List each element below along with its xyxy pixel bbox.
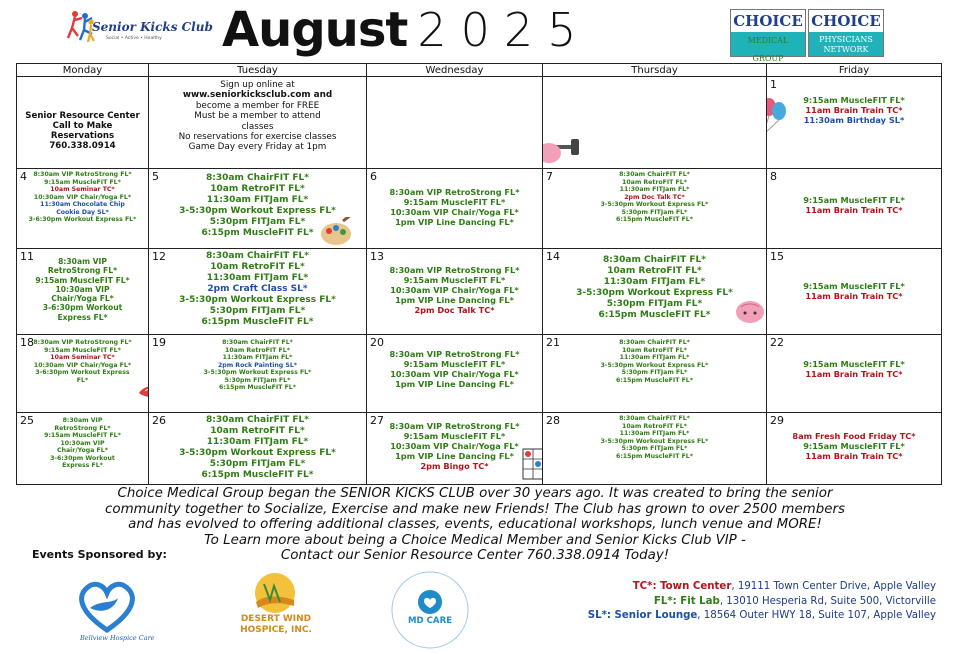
event-list: [17, 339, 148, 384]
location-key: TC*: Town Center: [632, 581, 732, 592]
event-item: 5:30pm FITJam FL*: [621, 208, 688, 216]
event-list: [767, 431, 941, 461]
event-item: 3-6:30pm Workout Express: [35, 369, 130, 377]
day-cell[interactable]: [767, 335, 941, 412]
info-line: become a member for FREE: [195, 100, 320, 111]
event-item: 5:30pm FITJam FL*: [606, 298, 703, 309]
event-item: 8:30am VIP: [58, 257, 107, 266]
day-number: 13: [370, 250, 384, 263]
event-item: 9:15am MuscleFIT FL*: [44, 346, 121, 354]
md-care-seal-icon: [390, 570, 470, 650]
event-item: RetroStrong FL*: [54, 424, 111, 432]
event-item: 2pm Doc Talk TC*: [414, 305, 495, 315]
event-item: 8:30am ChairFIT FL*: [619, 171, 690, 178]
desert-wind-hospice-logo: [228, 572, 324, 644]
event-item: Cookie Day SL*: [56, 208, 109, 216]
choice-1-top: CHOICE: [733, 12, 803, 30]
event-item: 8:30am VIP RetroStrong FL*: [33, 339, 132, 346]
event-item: 8:30am ChairFIT FL*: [603, 255, 706, 265]
day-cell[interactable]: [367, 413, 543, 484]
day-number: 29: [770, 414, 784, 427]
event-item: 11am Brain Train TC*: [805, 369, 903, 379]
choice-1-bottom: MEDICAL GROUP: [731, 32, 805, 56]
location-address: , 19111 Town Center Drive, Apple Valley: [731, 581, 936, 592]
blurb-line: and has evolved to offering additional classes, events, educational workshops, lunch venue and MORE!: [128, 517, 822, 532]
event-item: 10:30am VIP Chair/Yoga FL*: [33, 193, 132, 201]
day-number: 11: [20, 250, 34, 263]
event-item: 11:30am FITJam FL*: [222, 354, 293, 362]
day-number: 21: [546, 336, 560, 349]
event-item: 10:30am VIP: [60, 439, 105, 447]
event-item: 11am Brain Train TC*: [805, 105, 903, 115]
event-item: 9:15am MuscleFIT FL*: [403, 197, 506, 207]
month-label: August: [222, 2, 408, 58]
event-item: 10am RetroFIT FL*: [210, 425, 305, 436]
event-list: [149, 251, 366, 328]
event-item: 3-6:30pm Workout Express FL*: [28, 216, 137, 224]
happy-brain-icon: [733, 295, 767, 329]
day-cell[interactable]: [149, 249, 367, 334]
day-cell[interactable]: [149, 413, 367, 484]
day-number: 4: [20, 170, 27, 183]
event-list: [367, 349, 542, 389]
event-item: 6:15pm MuscleFIT FL*: [201, 469, 314, 480]
event-item: 9:15am MuscleFIT FL*: [803, 95, 905, 105]
day-cell[interactable]: [17, 249, 149, 334]
location-line: [500, 580, 936, 595]
desert-sun-icon: [252, 572, 298, 614]
event-item: 11:30am FITJam FL*: [603, 276, 706, 287]
week-row: [16, 249, 942, 335]
event-item: 3-5:30pm Workout Express FL*: [203, 369, 312, 377]
sponsor-3-name: MD CARE: [407, 616, 453, 626]
calendar-title: [222, 2, 590, 62]
day-number: 5: [152, 170, 159, 183]
event-item: 10am RetroFIT FL*: [622, 178, 687, 186]
event-list: [17, 171, 148, 224]
event-item: 3-6:30pm Workout: [50, 454, 115, 462]
event-item: 2pm Bingo TC*: [420, 461, 489, 471]
event-item: 8:30am ChairFIT FL*: [222, 339, 293, 346]
event-list: [767, 281, 941, 301]
event-item: 11:30am FITJam FL*: [619, 354, 690, 362]
event-item: 11am Brain Train TC*: [805, 291, 903, 301]
choice-2-bottom-1: PHYSICIANS: [819, 35, 873, 44]
event-item: 8:30am VIP RetroStrong FL*: [389, 349, 520, 359]
event-list: [767, 95, 941, 125]
event-item: 1pm VIP Line Dancing FL*: [395, 295, 514, 305]
event-item: 1pm VIP Line Dancing FL*: [395, 451, 514, 461]
event-item: 10am Seminar TC*: [50, 354, 115, 362]
weekday-monday: Monday: [17, 64, 149, 76]
event-item: 6:15pm MuscleFIT FL*: [201, 227, 314, 238]
day-cell[interactable]: [367, 169, 543, 248]
day-number: 6: [370, 170, 377, 183]
event-item: 1pm VIP Line Dancing FL*: [395, 379, 514, 389]
info-line: www.seniorkicksclub.com and: [182, 90, 333, 101]
event-item: 8am Fresh Food Friday TC*: [792, 431, 916, 441]
event-item: 2pm Doc Talk TC*: [624, 193, 685, 201]
day-cell[interactable]: [543, 335, 767, 412]
event-item: RetroStrong FL*: [47, 266, 118, 276]
event-item: 10:30am VIP Chair/Yoga FL*: [390, 441, 519, 451]
sponsor-2-name: [228, 614, 324, 636]
event-item: 9:15am MuscleFIT FL*: [403, 275, 506, 285]
event-item: Express FL*: [57, 312, 108, 322]
week-row: [16, 335, 942, 413]
day-number: 19: [152, 336, 166, 349]
day-number: 7: [546, 170, 553, 183]
event-item: 6:15pm MuscleFIT FL*: [616, 216, 693, 224]
event-item: FL*: [76, 376, 89, 384]
event-item: 10am RetroFIT FL*: [607, 265, 702, 276]
day-cell[interactable]: [767, 169, 941, 248]
event-item: 6:15pm MuscleFIT FL*: [201, 316, 314, 327]
event-list: [367, 421, 542, 471]
event-item: 10:30am VIP Chair/Yoga FL*: [33, 361, 132, 369]
day-number: 25: [20, 414, 34, 427]
event-item: 9:15am MuscleFIT FL*: [803, 281, 905, 291]
info-line: Reservations: [50, 131, 115, 142]
weekday-thursday: Thursday: [543, 64, 767, 76]
signup-info: [151, 80, 364, 153]
event-item: 3-5:30pm Workout Express FL*: [179, 294, 336, 305]
event-item: 5:30pm FITJam FL*: [209, 305, 306, 316]
event-list: [367, 187, 542, 227]
event-item: 6:15pm MuscleFIT FL*: [616, 452, 693, 460]
event-item: 9:15am MuscleFIT FL*: [403, 359, 506, 369]
event-item: 6:15pm MuscleFIT FL*: [616, 376, 693, 384]
event-item: 3-6:30pm Workout: [42, 303, 123, 313]
event-item: 9:15am MuscleFIT FL*: [803, 441, 905, 451]
event-item: 8:30am ChairFIT FL*: [206, 251, 309, 261]
weekday-tuesday: Tuesday: [149, 64, 367, 76]
day-cell[interactable]: [17, 77, 149, 168]
event-item: 10am RetroFIT FL*: [622, 422, 687, 430]
balloons-icon: [767, 97, 787, 141]
weekday-wednesday: Wednesday: [367, 64, 543, 76]
event-item: 11:30am FITJam FL*: [619, 186, 690, 194]
day-number: 1: [770, 78, 777, 91]
event-item: 5:30pm FITJam FL*: [621, 369, 688, 377]
event-item: 8:30am ChairFIT FL*: [619, 415, 690, 422]
event-item: 11am Brain Train TC*: [805, 451, 903, 461]
event-item: 8:30am VIP RetroStrong FL*: [389, 187, 520, 197]
day-number: 12: [152, 250, 166, 263]
event-list: [767, 195, 941, 215]
day-cell[interactable]: [543, 169, 767, 248]
info-line: No reservations for exercise classes: [178, 131, 337, 142]
choice-physicians-network-logo: [808, 9, 884, 57]
event-list: [17, 257, 148, 322]
event-item: 11am Brain Train TC*: [805, 205, 903, 215]
event-item: 10:30am VIP Chair/Yoga FL*: [390, 369, 519, 379]
day-cell[interactable]: [543, 249, 767, 334]
event-item: 2pm Craft Class SL*: [207, 283, 308, 294]
week-row: [16, 169, 942, 249]
day-cell[interactable]: [543, 77, 767, 168]
event-item: 10am Seminar TC*: [50, 186, 115, 194]
event-item: 3-5:30pm Workout Express FL*: [600, 201, 709, 209]
location-address: , 13010 Hesperia Rd, Suite 500, Victorville: [719, 595, 936, 607]
sponsor-2-line1: DESERT WIND: [240, 614, 312, 624]
day-cell[interactable]: [17, 413, 149, 484]
info-line: Sign up online at: [220, 80, 295, 90]
event-item: 3-5:30pm Workout Express FL*: [179, 205, 336, 216]
day-number: 18: [20, 336, 34, 349]
day-cell[interactable]: [543, 413, 767, 484]
paint-palette-icon: [319, 217, 353, 248]
event-list: [367, 265, 542, 315]
blurb-line: To Learn more about being a Choice Medical Member and Senior Kicks Club VIP -: [204, 532, 746, 548]
choice-2-bottom-2: NETWORK: [823, 45, 869, 54]
event-list: [543, 415, 766, 460]
calendar-grid: [16, 63, 942, 485]
choice-logos: [730, 9, 886, 63]
day-cell[interactable]: [767, 413, 941, 484]
event-item: 9:15am MuscleFIT FL*: [44, 432, 121, 440]
event-item: 10am RetroFIT FL*: [210, 183, 305, 194]
event-item: Chair/Yoga FL*: [51, 294, 114, 303]
sponsored-label: Events Sponsored by:: [32, 548, 167, 561]
bellview-hospice-logo: [72, 578, 182, 646]
choice-2-top: CHOICE: [811, 12, 881, 30]
event-item: Express FL*: [62, 462, 103, 470]
blurb-line: Contact our Senior Resource Center 760.338.0914 Today!: [280, 548, 670, 563]
event-list: [17, 417, 148, 470]
heart-bird-icon: [72, 578, 142, 634]
event-item: 9:15am MuscleFIT FL*: [803, 195, 905, 205]
location-address: , 18564 Outer HWY 18, Suite 107, Apple Valley: [697, 610, 936, 621]
weekday-friday: Friday: [838, 65, 870, 76]
info-line: Call to Make: [52, 121, 113, 132]
day-cell[interactable]: [367, 77, 543, 168]
location-key: FL*: Fit Lab: [653, 595, 720, 607]
day-cell[interactable]: [367, 335, 543, 412]
event-item: 8:30am VIP RetroStrong FL*: [389, 265, 520, 275]
location-key: SL*: Senior Lounge: [587, 610, 698, 621]
event-item: 11:30am FITJam FL*: [206, 436, 309, 447]
event-item: 3-5:30pm Workout Express FL*: [179, 447, 336, 458]
day-number: 28: [546, 414, 560, 427]
day-cell[interactable]: [767, 249, 941, 334]
day-number: 15: [770, 250, 784, 263]
event-item: 5:30pm FITJam FL*: [209, 458, 306, 469]
sponsor-2-line2: HOSPICE, INC.: [240, 625, 312, 635]
event-item: 10:30am VIP Chair/Yoga FL*: [390, 285, 519, 295]
event-item: 9:15am MuscleFIT FL*: [35, 275, 130, 285]
event-list: [149, 415, 366, 481]
event-item: 9:15am MuscleFIT FL*: [403, 431, 506, 441]
info-line: Senior Resource Center: [25, 111, 140, 121]
sponsor-1-name: Bellview Hospice Care: [80, 634, 155, 642]
day-cell[interactable]: [149, 335, 367, 412]
day-cell[interactable]: [149, 169, 367, 248]
event-item: Chair/Yoga FL*: [57, 447, 108, 455]
event-item: 8:30am ChairFIT FL*: [206, 415, 309, 425]
week-row: [16, 77, 942, 169]
event-item: 11:30am FITJam FL*: [206, 194, 309, 205]
day-number: 14: [546, 250, 560, 263]
location-line: [500, 609, 936, 624]
event-item: 10:30am VIP: [55, 284, 110, 294]
event-item: 10:30am VIP Chair/Yoga FL*: [390, 207, 519, 217]
event-item: 2pm Rock Painting SL*: [217, 361, 298, 369]
event-item: 9:15am MuscleFIT FL*: [803, 359, 905, 369]
day-cell[interactable]: [17, 335, 149, 412]
event-item: 10am RetroFIT FL*: [210, 261, 305, 272]
blurb-line: Choice Medical Group began the SENIOR KICKS CLUB over 30 years ago. It was created to bring the senior: [117, 486, 833, 501]
day-cell[interactable]: [17, 169, 149, 248]
event-item: 8:30am VIP: [62, 417, 103, 424]
event-item: 3-5:30pm Workout Express FL*: [600, 437, 709, 445]
event-list: [543, 171, 766, 224]
event-item: 11:30am Birthday SL*: [803, 115, 905, 125]
event-item: 11:30am Chocolate Chip: [40, 201, 125, 209]
day-number: 26: [152, 414, 166, 427]
event-item: 8:30am VIP RetroStrong FL*: [389, 421, 520, 431]
event-item: 5:30pm FITJam FL*: [209, 216, 306, 227]
dumbbell-brain-icon: [543, 135, 581, 168]
choice-2-bottom: [809, 32, 883, 56]
event-item: 5:30pm FITJam FL*: [621, 445, 688, 453]
event-item: 6:15pm MuscleFIT FL*: [219, 384, 296, 392]
day-number: 22: [770, 336, 784, 349]
event-item: 10am RetroFIT FL*: [622, 346, 687, 354]
event-item: 3-5:30pm Workout Express FL*: [600, 361, 709, 369]
day-cell[interactable]: [367, 249, 543, 334]
logo-name: Senior Kicks Club: [92, 20, 213, 34]
day-cell[interactable]: [149, 77, 367, 168]
senior-kicks-club-logo: [66, 8, 213, 52]
blurb-line: community together to Socialize, Exercise and make new Friends! The Club has grown to over 2500 members: [105, 501, 845, 517]
info-line: Must be a member to attend: [194, 111, 321, 122]
day-cell[interactable]: [767, 77, 941, 168]
day-number: 27: [370, 414, 384, 427]
event-list: [543, 339, 766, 384]
location-legend: [500, 580, 936, 624]
week-row: [16, 413, 942, 485]
event-item: 1pm VIP Line Dancing FL*: [395, 217, 514, 227]
event-item: 11:30am FITJam FL*: [206, 272, 309, 283]
event-list: [767, 359, 941, 379]
event-item: 10am RetroFIT FL*: [225, 346, 290, 354]
event-item: 6:15pm MuscleFIT FL*: [598, 309, 711, 320]
resource-center-info: [19, 111, 146, 152]
location-line: [500, 595, 936, 610]
day-number: 8: [770, 170, 777, 183]
event-item: 8:30am ChairFIT FL*: [206, 173, 309, 183]
info-line: Game Day every Friday at 1pm: [188, 142, 327, 153]
info-line: classes: [241, 121, 274, 132]
event-list: [149, 339, 366, 392]
event-item: 11:30am FITJam FL*: [619, 430, 690, 438]
md-care-logo: [390, 570, 470, 650]
logo-tagline: Social • Active • Healthy: [106, 36, 162, 41]
day-number: 20: [370, 336, 384, 349]
bingo-card-icon: [519, 445, 543, 484]
choice-medical-group-logo: [730, 9, 806, 63]
event-item: 5:30pm FITJam FL*: [224, 376, 291, 384]
info-line: 760.338.0914: [49, 141, 116, 152]
event-item: 9:15am MuscleFIT FL*: [44, 178, 121, 186]
event-item: 8:30am VIP RetroStrong FL*: [33, 171, 132, 178]
lips-icon: [137, 379, 149, 405]
year-label: 2025: [417, 3, 591, 57]
event-item: 3-5:30pm Workout Express FL*: [576, 287, 733, 298]
event-item: 8:30am ChairFIT FL*: [619, 339, 690, 346]
weekday-header: [16, 63, 942, 77]
